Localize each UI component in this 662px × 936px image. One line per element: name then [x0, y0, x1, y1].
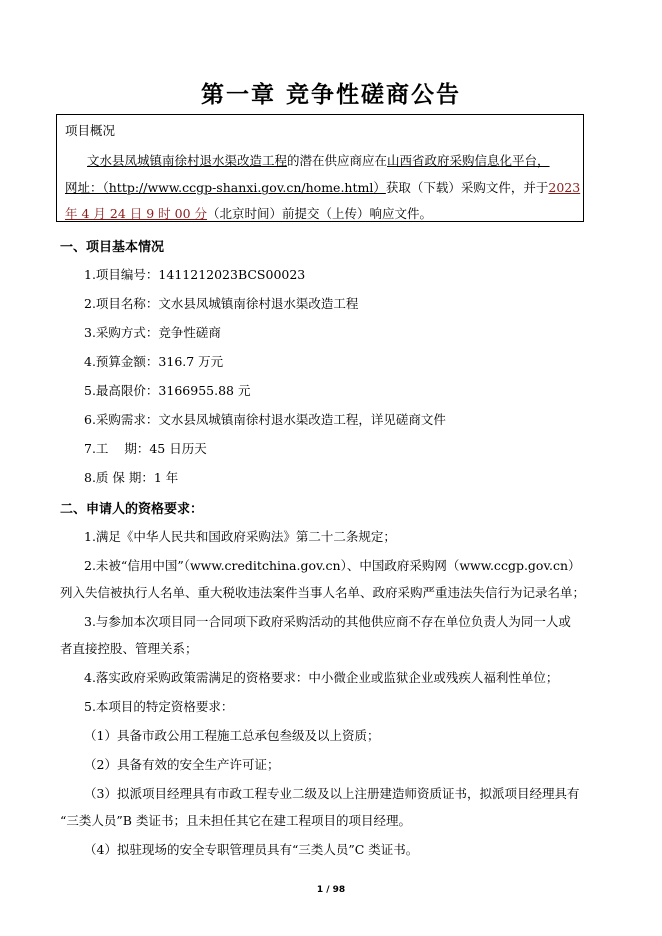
section1-item: 6.采购需求：文水县凤城镇南徐村退水渠改造工程，详见磋商文件 — [84, 412, 446, 427]
section2-line: （1）具备市政公用工程施工总承包叁级及以上资质； — [84, 728, 380, 743]
overview-line-1 — [87, 151, 550, 169]
section2-line: 3.与参加本次项目同一合同项下政府采购活动的其他供应商不存在单位负责人为同一人或 — [84, 614, 571, 629]
section1-item: 5.最高限价：3166955.88 元 — [84, 383, 251, 398]
overview-line-3 — [65, 204, 432, 222]
project-name-link: 文水县凤城镇南徐村退水渠改造工程 — [87, 153, 288, 168]
section2-line: 4.落实政府采购政策需满足的资格要求：中小微企业或监狱企业或残疾人福利性单位； — [84, 670, 559, 685]
overview-line-1-mid: 的潜在供应商应在 — [287, 153, 388, 168]
section2-line: 1.满足《中华人民共和国政府采购法》第二十二条规定； — [84, 529, 396, 544]
section1-item: 2.项目名称：文水县凤城镇南徐村退水渠改造工程 — [84, 296, 359, 311]
section2-line: “三类人员”B 类证书；且未担任其它在建工程项目的项目经理。 — [60, 813, 411, 828]
section2-line: 2.未被“信用中国”（www.creditchina.gov.cn）、中国政府采购网（www.ccgp.gov.cn） — [84, 558, 581, 573]
overview-line-3-rest: （北京时间）前提交（上传）响应文件。 — [207, 206, 433, 221]
page-title: 第一章 竞争性磋商公告 — [200, 82, 461, 108]
page-number: 1 / 98 — [316, 885, 346, 895]
overview-label: 项目概况 — [65, 123, 116, 138]
section2-line: （3）拟派项目经理具有市政工程专业二级及以上注册建造师资质证书，拟派项目经理具有 — [84, 786, 580, 801]
overview-line-2 — [65, 178, 580, 196]
section1-item: 8.质 保 期：1 年 — [84, 470, 179, 485]
section2-line: 者直接控股、管理关系； — [60, 641, 198, 656]
section1-item: 4.预算金额：316.7 万元 — [84, 354, 224, 369]
section2-line: 5.本项目的特定资格要求： — [84, 699, 234, 714]
section2-line: （4）拟驻现场的安全专职管理员具有“三类人员”C 类证书。 — [84, 842, 419, 857]
section2-line: （2）具备有效的安全生产许可证； — [84, 757, 280, 772]
deadline-date: 年 4 月 24 日 9 时 00 分 — [65, 206, 208, 221]
section1-item: 1.项目编号：1411212023BCS00023 — [84, 267, 306, 282]
overview-line-2-mid: 获取（下载）采购文件，并于 — [385, 180, 549, 195]
platform-link[interactable]: 山西省政府采购信息化平台， — [387, 153, 550, 168]
section1-item: 3.采购方式：竞争性磋商 — [84, 325, 221, 340]
deadline-year: 2023 — [548, 180, 581, 195]
section1-heading: 一、项目基本情况 — [60, 240, 165, 255]
section2-line: 列入失信被执行人名单、重大税收违法案件当事人名单、政府采购严重违法失信行为记录名单； — [60, 585, 586, 600]
section1-item: 7.工 期：45 日历天 — [84, 441, 207, 456]
platform-url-link[interactable]: 网址：（http://www.ccgp-shanxi.gov.cn/home.html） — [65, 180, 386, 195]
overview-box — [56, 114, 584, 222]
section2-heading: 二、申请人的资格要求： — [60, 502, 204, 517]
